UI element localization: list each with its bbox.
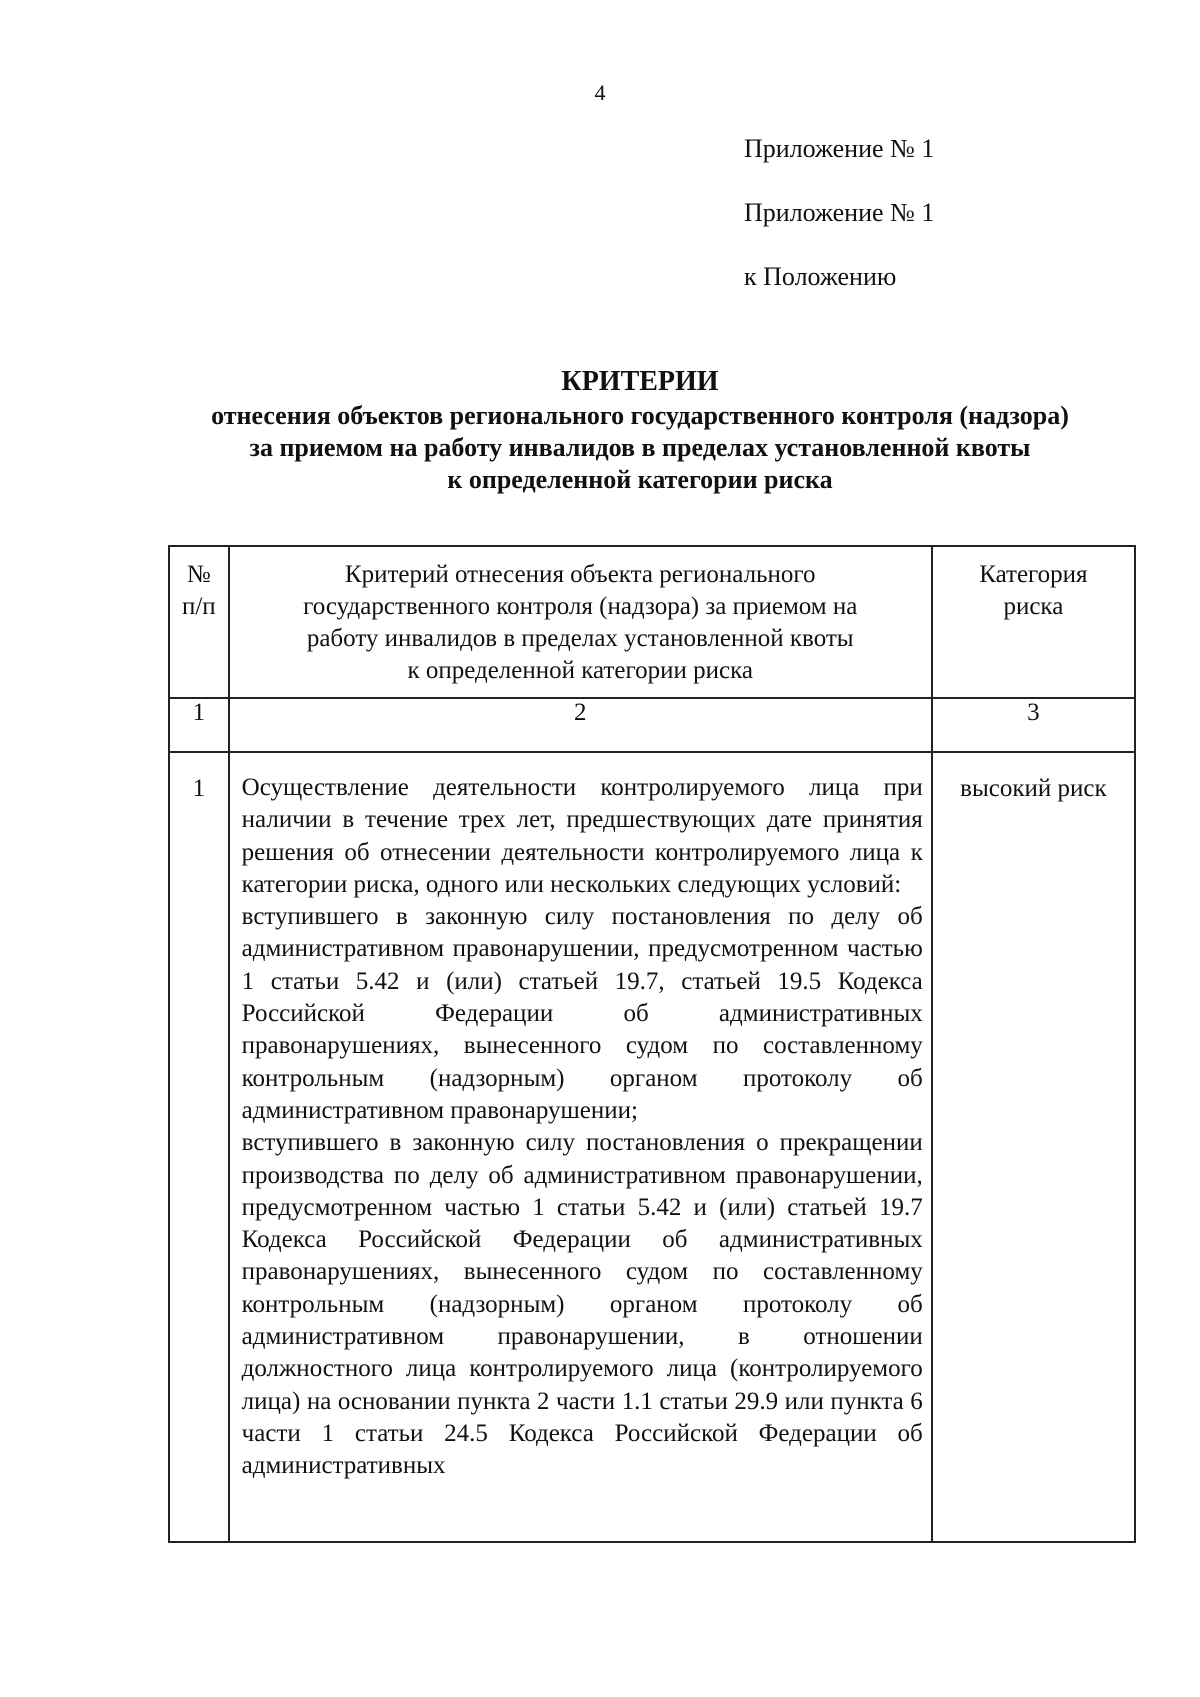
attachment-label: Приложение № 1 xyxy=(744,198,935,227)
page-number: 4 xyxy=(594,80,606,105)
column-number-cell: 2 xyxy=(229,698,932,752)
table-row xyxy=(169,752,1135,1542)
header-num-line: № xyxy=(186,561,211,588)
header-criterion-line: к определенной категории риска xyxy=(407,657,753,684)
column-number-cell: 1 xyxy=(169,698,229,752)
criterion-paragraph: вступившего в законную силу постановления о прекращении производства по делу об административном правонарушении, предусмотренном частью 1 статьи 5.42 и (или) статьей 19.7 Кодекса Российской Федерации об административных правонарушениях, вынесенного судом по составленному контрольным (надзорным) органом протоколу об административном правонарушении, в отношении должностного лица контролируемого лица (контролируемого лица) на основании пункта 2 части 1.1 статьи 29.9 или пункта 6 части 1 статьи 24.5 Кодекса Российской Федерации об административных xyxy=(241,1129,923,1480)
title-line: к определенной категории риска xyxy=(447,465,833,494)
row-num-cell xyxy=(169,752,229,1542)
criterion-paragraph: Осуществление деятельности контролируемого лица при наличии в течение трех лет, предшествующих дате принятия решения об отнесении деятельности контролируемого лица к категории риска, одного или нескольких следующих условий: xyxy=(241,774,923,898)
column-number-cell: 3 xyxy=(932,698,1135,752)
header-criterion-cell xyxy=(229,546,932,698)
header-category-cell xyxy=(932,546,1135,698)
title-main: КРИТЕРИИ xyxy=(561,366,719,397)
header-criterion-line: государственного контроля (надзора) за приемом на xyxy=(303,593,858,620)
title-line: отнесения объектов регионального государственного контроля (надзора) xyxy=(211,401,1069,430)
header-criterion-line: работу инвалидов в пределах установленной квоты xyxy=(306,625,854,652)
header-num-cell xyxy=(169,546,229,698)
document-title xyxy=(80,364,1200,496)
row-num: 1 xyxy=(192,775,206,802)
column-number-row xyxy=(169,698,1135,752)
risk-category: высокий риск xyxy=(960,775,1107,802)
attachment-reference: к Положению xyxy=(744,262,897,291)
header-category-line: риска xyxy=(1003,593,1064,620)
criteria-table xyxy=(168,545,1136,1543)
header-category-line: Категория xyxy=(979,561,1088,588)
header-criterion-line: Критерий отнесения объекта регионального xyxy=(344,561,816,588)
table-header-row xyxy=(169,546,1135,698)
row-criterion-cell xyxy=(229,752,932,1542)
criterion-paragraph: вступившего в законную силу постановления по делу об административном правонарушении, предусмотренном частью 1 статьи 5.42 и (или) статьей 19.7, статьей 19.5 Кодекса Российской Федерации об административных правонарушениях, вынесенного судом по составленному контрольным (надзорным) органом протоколу об административном правонарушении; xyxy=(241,903,923,1124)
title-line: за приемом на работу инвалидов в пределах установленной квоты xyxy=(249,433,1031,462)
row-category-cell xyxy=(932,752,1135,1542)
attachment-label: Приложение № 1 xyxy=(744,134,935,163)
header-num-line: п/п xyxy=(181,593,216,620)
